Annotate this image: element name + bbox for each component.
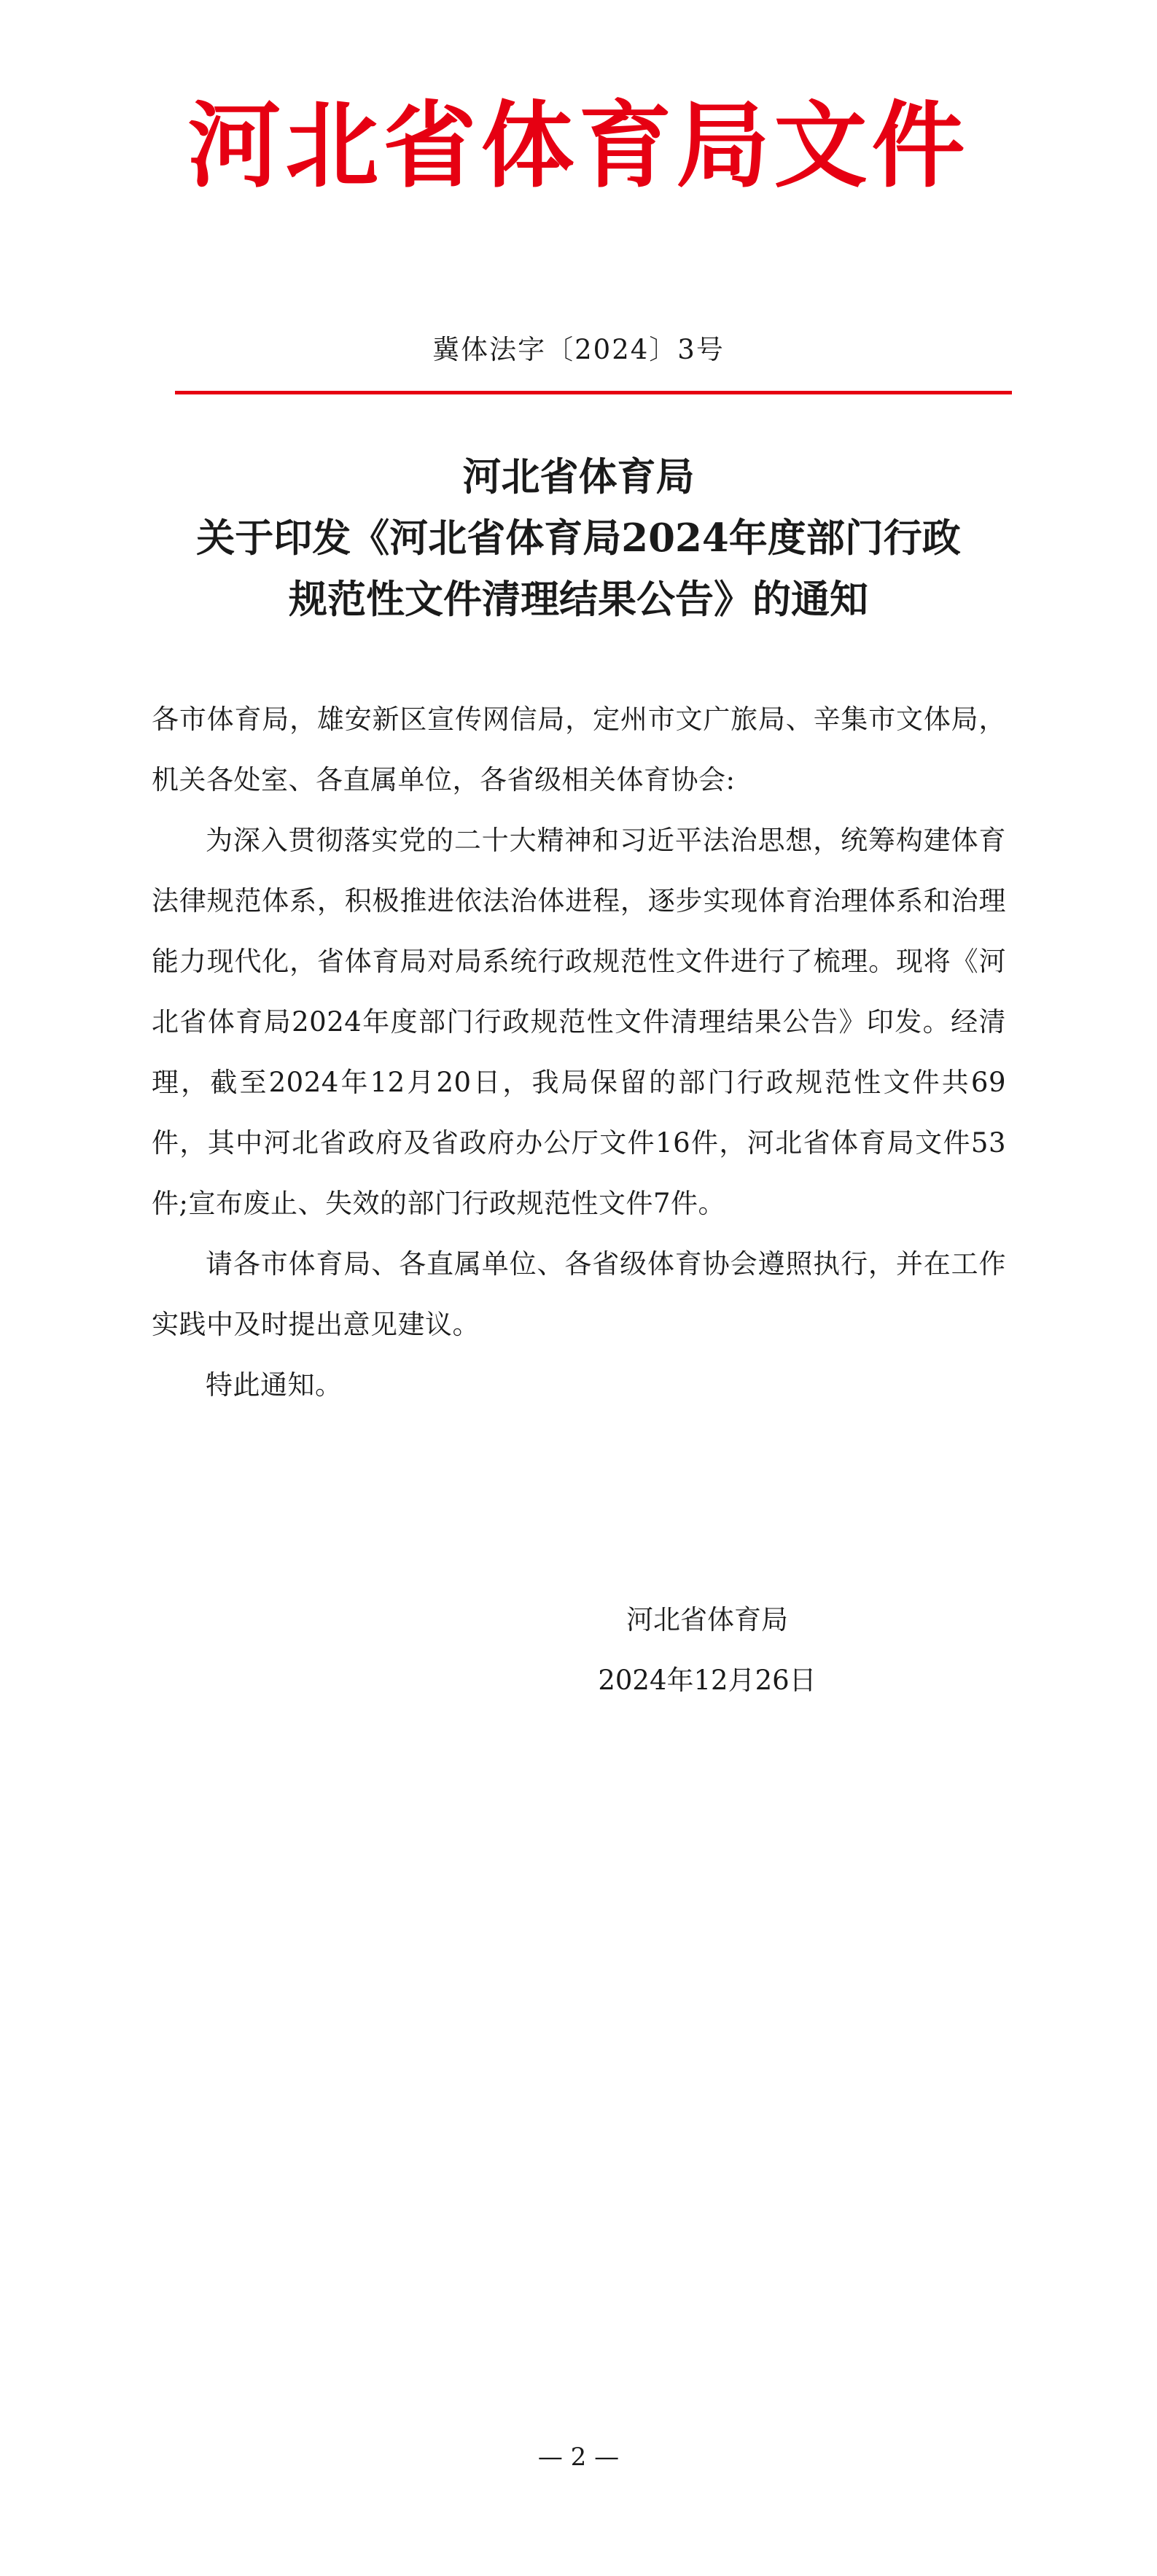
document-body	[152, 689, 1006, 1415]
closing-paragraph: 特此通知。	[206, 1369, 343, 1401]
document-title-line-2: 关于印发《河北省体育局2024年度部门行政	[196, 515, 961, 561]
page-number: — 2 —	[537, 2443, 620, 2472]
addressee-paragraph: 各市体育局，雄安新区宣传网信局，定州市文广旅局、辛集市文体局，机关各处室、各直属单位，各省级相关体育协会:	[152, 704, 1006, 795]
document-header-title: 河北省体育局文件	[187, 91, 970, 201]
signature-block	[554, 1589, 860, 1711]
document-number: 冀体法字〔2024〕3号	[432, 334, 725, 365]
document-title-line-3: 规范性文件清理结果公告》的通知	[289, 577, 868, 622]
body-paragraph-2: 请各市体育局、各直属单位、各省级体育协会遵照执行，并在工作实践中及时提出意见建议。	[152, 1248, 1006, 1340]
red-divider-line	[175, 391, 1012, 394]
document-title	[131, 446, 1026, 630]
body-paragraph-1: 为深入贯彻落实党的二十大精神和习近平法治思想，统筹构建体育法律规范体系，积极推进依法治体进程，逐步实现体育治理体系和治理能力现代化，省体育局对局系统行政规范性文件进行了梳理。现将《河北省体育局2024年度部门行政规范性文件清理结果公告》印发。经清理，截至2024年12月20日，我局保留的部门行政规范性文件共69件，其中河北省政府及省政府办公厅文件16件，河北省体育局文件53件;宣布废止、失效的部门行政规范性文件7件。	[152, 825, 1006, 1219]
document-title-line-1: 河北省体育局	[462, 454, 695, 499]
signature-date: 2024年12月26日	[598, 1665, 817, 1696]
signature-org: 河北省体育局	[626, 1604, 788, 1635]
